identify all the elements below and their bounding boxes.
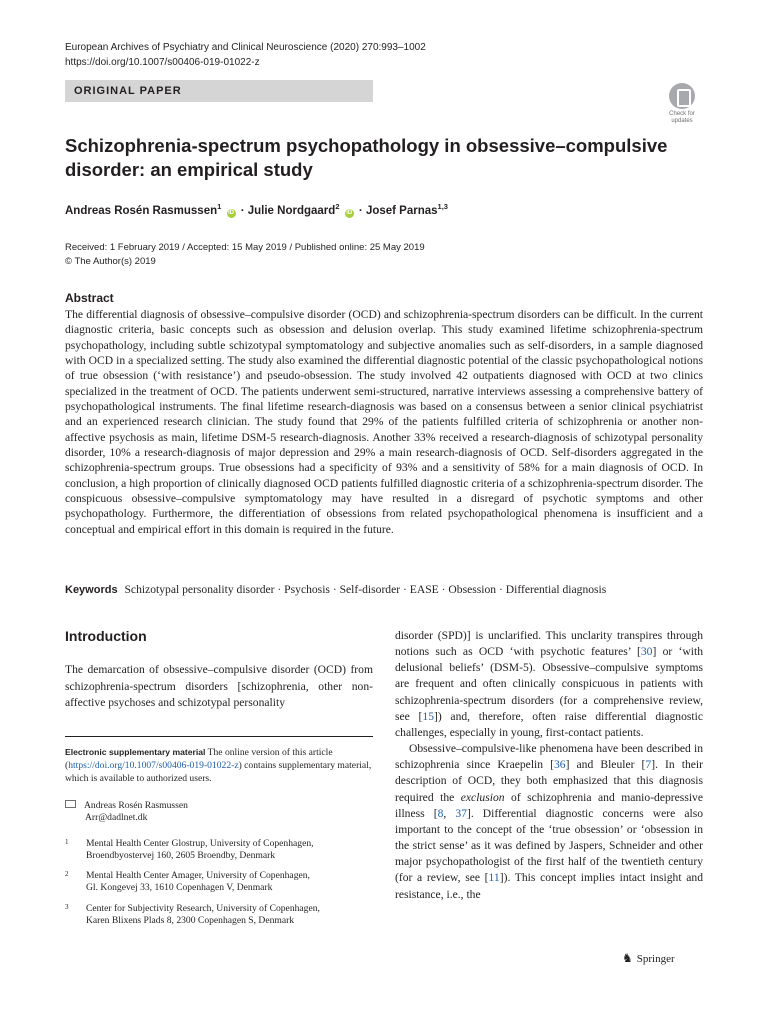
- citation-link[interactable]: 37: [455, 806, 467, 820]
- envelope-icon: [65, 800, 76, 808]
- introduction-left-column: The demarcation of obsessive–compulsive disorder (OCD) from schizophrenia-spectrum disorders [schizophrenia, other non-affective psychoses and schizotypal personality: [65, 663, 373, 710]
- dates-line: Received: 1 February 2019 / Accepted: 15 May 2019 / Published online: 25 May 2019: [65, 242, 425, 253]
- introduction-heading: Introduction: [65, 628, 147, 644]
- affiliation-line: Broendbyostervej 160, 2605 Broendby, Denmark: [86, 850, 276, 861]
- check-updates-line2: updates: [671, 118, 693, 124]
- author-name[interactable]: Andreas Rosén Rasmussen: [65, 204, 218, 217]
- introduction-right-column: [395, 628, 703, 903]
- correspondence-name: Andreas Rosén Rasmussen: [84, 800, 188, 811]
- affiliation-line: Center for Subjectivity Research, University of Copenhagen,: [86, 903, 320, 914]
- publication-dates: [65, 241, 425, 268]
- publisher-name: Springer: [636, 953, 675, 965]
- check-updates-line1: Check for: [669, 111, 695, 117]
- text-run: ] and Bleuler [: [565, 758, 646, 772]
- publisher-logo: [622, 951, 675, 966]
- affiliation: [65, 903, 373, 927]
- intro-paragraph: [395, 628, 703, 741]
- keywords: [65, 582, 705, 598]
- copyright-line: © The Author(s) 2019: [65, 255, 156, 267]
- correspondence: [65, 800, 188, 824]
- text-run: of schizophrenia and manio-depressive illness [: [395, 790, 703, 820]
- affiliation: [65, 870, 373, 894]
- author-affiliation-sup: 2: [335, 202, 340, 211]
- text-run: ]). This concept implies intact insight and resistance, i.e., the: [395, 871, 703, 901]
- emphasis: exclusion: [460, 790, 505, 804]
- springer-horse-icon: ♞: [622, 951, 633, 965]
- esm-link[interactable]: https://doi.org/10.1007/s00406-019-01022-z: [68, 760, 239, 771]
- check-updates-icon: [669, 83, 695, 109]
- article-type-badge: ORIGINAL PAPER: [65, 80, 373, 102]
- esm-text-a: The online version of this article (: [65, 747, 333, 771]
- affiliation-line: Gl. Kongevej 33, 1610 Copenhagen V, Denmark: [86, 882, 273, 893]
- abstract-heading: Abstract: [65, 291, 114, 305]
- correspondence-email[interactable]: Arr@dadlnet.dk: [85, 812, 148, 823]
- citation-link[interactable]: 8: [437, 806, 444, 820]
- author-name[interactable]: Josef Parnas: [365, 204, 438, 217]
- journal-doi[interactable]: https://doi.org/10.1007/s00406-019-01022-z: [65, 57, 260, 68]
- author-affiliation-sup: 1,3: [437, 202, 448, 211]
- keywords-label: Keywords: [65, 584, 118, 596]
- author-affiliation-sup: 1: [217, 202, 222, 211]
- citation-link[interactable]: 36: [554, 758, 566, 772]
- text-run: disorder (SPD)] is unclarified. This unclarity transpires through notions such as OCD ‘with psychotic features’ [: [395, 629, 703, 659]
- affiliation-line: Mental Health Center Amager, University of Copenhagen,: [86, 870, 310, 881]
- supplementary-note: [65, 746, 373, 785]
- affiliation: [65, 838, 373, 862]
- affiliation-line: Karen Blixens Plads 8, 2300 Copenhagen S, Denmark: [86, 915, 295, 926]
- journal-header: [65, 40, 426, 70]
- footnote-divider: [65, 736, 373, 737]
- journal-citation: European Archives of Psychiatry and Clinical Neuroscience (2020) 270:993–1002: [65, 42, 426, 53]
- check-for-updates-button[interactable]: [663, 83, 701, 125]
- text-run: Obsessive–compulsive-like phenomena have been described in schizophrenia since Kraepelin [: [395, 742, 703, 772]
- esm-label: Electronic supplementary material: [65, 747, 206, 757]
- citation-link[interactable]: 11: [488, 871, 500, 885]
- author-name[interactable]: Julie Nordgaard: [247, 204, 336, 217]
- affiliation-number: 2: [65, 870, 69, 878]
- affiliation-line: Mental Health Center Glostrup, University of Copenhagen,: [86, 838, 314, 849]
- text-run: ]. Differential diagnostic concerns were also important to the concept of the ‘true obsession’ or ‘obsession in the strict sense’ as it was defined by Jaspers, Schneider and other major psychopathologist of the first half of the twentieth century (for a review, see [: [395, 806, 704, 885]
- author-list: [65, 202, 448, 218]
- citation-link[interactable]: 7: [645, 758, 652, 772]
- text-run: ]) and, therefore, often raise differential diagnostic challenges, especially in young, first-contact patients.: [395, 709, 703, 739]
- paper-title: Schizophrenia-spectrum psychopathology in obsessive–compulsive disorder: an empirical study: [65, 135, 668, 180]
- affiliation-number: 3: [65, 903, 69, 911]
- text-run: ] or ‘with delusional beliefs’ (DSM-5). Obsessive–compulsive symptoms are frequent and often clinically conspicuous in patients with schizophrenia-spectrum disorders (for a comprehensive review, see [: [395, 645, 703, 723]
- citation-link[interactable]: 30: [640, 645, 653, 659]
- text-run: ]. In their description of OCD, they both emphasized that this diagnosis required the: [395, 758, 704, 804]
- author-separator: ·: [358, 204, 363, 217]
- esm-text-b: ) contains supplementary material, which is available to authorized users.: [65, 760, 372, 784]
- keywords-text: Schizotypal personality disorder · Psychosis · Self-disorder · EASE · Obsession · Differential diagnosis: [124, 583, 607, 596]
- orcid-icon[interactable]: iD: [346, 209, 353, 216]
- abstract-text: The differential diagnosis of obsessive–compulsive disorder (OCD) and schizophrenia-spectrum disorders can be difficult. In the current diagnostic criteria, basic concepts such as obsession and delusion overlap. This study examined lifetime schizophrenia-spectrum psychopathology, including subtle schizotypal symptomatology and subjective anomalies such as self-disorders, in a sample diagnosed with OCD in a specialized setting. The study also examined the differential diagnostic potential of the classic psychopathological notions of true obsession (‘with resistance’) and pseudo-obsession. The study involved 42 outpatients diagnosed with OCD at two clinics specialized in the treatment of OCD. The patients underwent semi-structured, narrative interviews assessing a comprehensive battery of psychopathological instruments. The final lifetime research-diagnosis was based on a consensus between a senior clinical psychiatrist and an experienced research clinician. The study found that 29% of the patients fulfilled criteria of schizophrenia or another non-affective psychosis as main, lifetime DSM-5 research-diagnosis. Another 33% received a research-diagnosis of schizotypal personality disorder, 10% a research-diagnosis of major depression and 29% a main research-diagnosis of OCD. Self-disorders aggregated in the schizophrenia-spectrum groups. True obsessions had a specificity of 93% and a sensitivity of 58% for a main diagnosis of OCD. In conclusion, a high proportion of clinically diagnosed OCD patients fulfilled diagnostic criteria of a schizophrenia-spectrum disorder. The conspicuous obsessive–compulsive symptomatology may have resulted in a disregard of psychotic symptoms and other psychopathology. Furthermore, the differentiation of obsessions from related psychopathological phenomena is insufficient and a conceptual and empirical effort in this domain is required in the future.: [65, 308, 703, 536]
- author-separator: ·: [240, 204, 245, 217]
- affiliation-number: 1: [65, 838, 69, 846]
- intro-paragraph: [395, 741, 703, 903]
- orcid-icon[interactable]: iD: [228, 209, 234, 216]
- text-run: ,: [443, 806, 456, 820]
- citation-link[interactable]: 15: [422, 709, 434, 723]
